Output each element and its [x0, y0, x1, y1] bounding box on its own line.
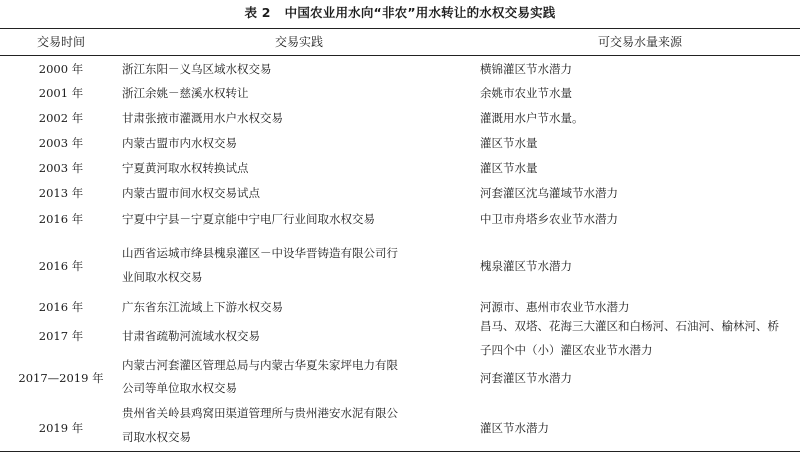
row-practice: 宁夏黄河取水权转换试点	[122, 161, 249, 175]
row-practice: 浙江余姚－慈溪水权转让	[122, 86, 249, 100]
row-source-line2: 子四个中（小）灌区农业节水潜力	[480, 343, 653, 357]
row-source: 河套灌区沈乌灌域节水潜力	[480, 186, 618, 200]
row-source: 余姚市农业节水量	[480, 86, 572, 100]
row-practice-line1: 内蒙古河套灌区管理总局与内蒙古华夏朱家坪电力有限	[122, 358, 398, 372]
header-rule	[0, 55, 800, 56]
table-number: 表 2	[244, 5, 271, 20]
row-time: 2016 年	[38, 259, 84, 273]
top-rule	[0, 28, 800, 29]
header-time: 交易时间	[36, 35, 85, 49]
row-time: 2017—2019 年	[18, 371, 104, 385]
row-practice-line2: 业间取水权交易	[122, 270, 203, 284]
row-practice-line1: 山西省运城市绛县槐泉灌区－中设华晋铸造有限公司行	[122, 246, 398, 260]
header-practice: 交易实践	[274, 35, 323, 49]
row-practice: 甘肃张掖市灌溉用水户水权交易	[122, 111, 283, 125]
row-source: 槐泉灌区节水潜力	[480, 259, 572, 273]
row-source: 中卫市舟塔乡农业节水潜力	[480, 212, 618, 226]
row-time: 2019 年	[38, 421, 84, 435]
row-source: 灌区节水量	[480, 161, 538, 175]
row-source: 灌溉用水户节水量。	[480, 111, 584, 125]
row-source-line1: 昌马、双塔、花海三大灌区和白杨河、石油河、榆林河、桥	[480, 319, 779, 333]
row-source: 灌区节水量	[480, 136, 538, 150]
row-time: 2002 年	[38, 111, 84, 125]
row-time: 2003 年	[38, 136, 84, 150]
row-time: 2016 年	[38, 212, 84, 226]
row-time: 2000 年	[38, 62, 84, 76]
row-time: 2017 年	[38, 329, 84, 343]
row-practice: 浙江东阳－义乌区域水权交易	[122, 62, 272, 76]
header-source: 可交易水量来源	[597, 35, 682, 49]
row-practice-line2: 司取水权交易	[122, 430, 191, 444]
row-practice-line1: 贵州省关岭县鸡窝田渠道管理所与贵州港安水泥有限公	[122, 406, 398, 420]
row-practice: 广东省东江流域上下游水权交易	[122, 300, 283, 314]
row-source: 河套灌区节水潜力	[480, 371, 572, 385]
row-practice-line2: 公司等单位取水权交易	[122, 381, 237, 395]
row-practice: 甘肃省疏勒河流域水权交易	[122, 329, 260, 343]
row-time: 2001 年	[38, 86, 84, 100]
row-practice: 内蒙古盟市间水权交易试点	[122, 186, 260, 200]
row-practice: 宁夏中宁县－宁夏京能中宁电厂行业间取水权交易	[122, 212, 375, 226]
table-caption	[0, 4, 800, 22]
table-title: 中国农业用水向“非农”用水转让的水权交易实践	[284, 5, 556, 20]
row-source: 河源市、惠州市农业节水潜力	[480, 300, 630, 314]
row-time: 2013 年	[38, 186, 84, 200]
row-source: 灌区节水潜力	[480, 421, 549, 435]
bottom-rule	[0, 451, 800, 452]
row-time: 2003 年	[38, 161, 84, 175]
row-practice: 内蒙古盟市内水权交易	[122, 136, 237, 150]
row-time: 2016 年	[38, 300, 84, 314]
row-source: 横锦灌区节水潜力	[480, 62, 572, 76]
